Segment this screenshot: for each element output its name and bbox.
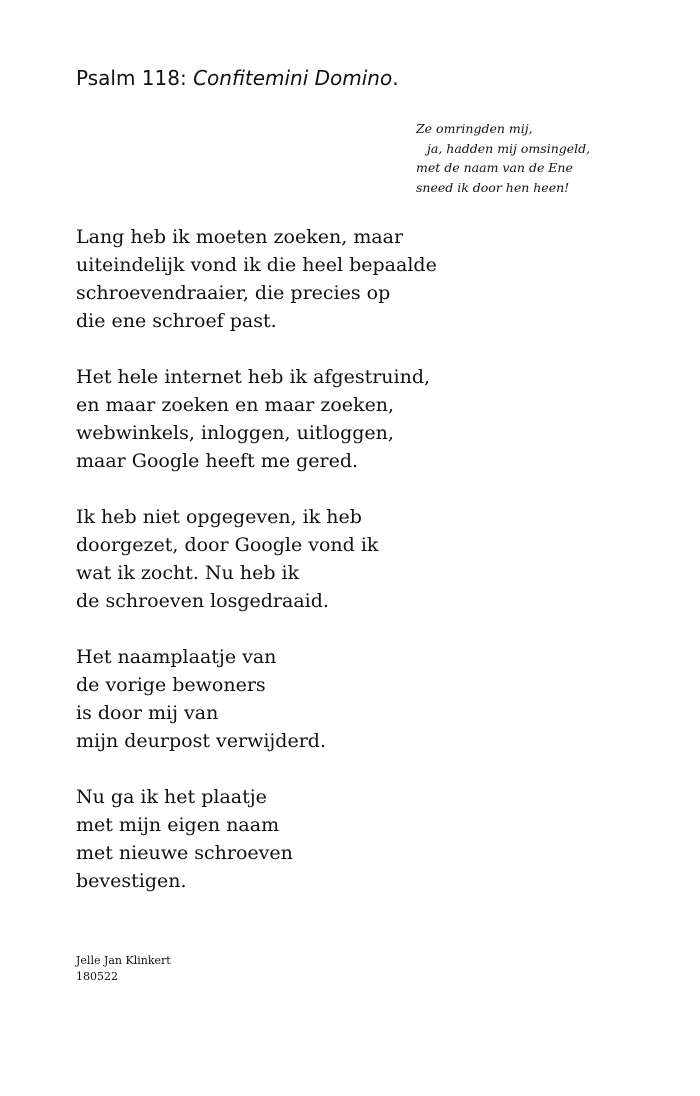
poem-line: is door mij van	[76, 702, 219, 724]
stanza	[76, 223, 437, 335]
poem-line: de vorige bewoners	[76, 674, 266, 696]
epigraph-line: Ze omringden mij,	[416, 121, 533, 136]
poem-line: die ene schroef past.	[76, 310, 277, 332]
poem-line: doorgezet, door Google vond ik	[76, 534, 379, 556]
poem-line: Ik heb niet opgegeven, ik heb	[76, 506, 362, 528]
poem-line: Het naamplaatje van	[76, 646, 277, 668]
poem-line: Het hele internet heb ik afgestruind,	[76, 366, 431, 388]
epigraph	[416, 119, 590, 197]
signature	[76, 953, 171, 985]
title-suffix: .	[392, 66, 399, 90]
poem-line: uiteindelijk vond ik die heel bepaalde	[76, 254, 437, 276]
poem-line: bevestigen.	[76, 870, 187, 892]
poem-line: met nieuwe schroeven	[76, 842, 293, 864]
poem-line: wat ik zocht. Nu heb ik	[76, 562, 300, 584]
poem-line: Nu ga ik het plaatje	[76, 786, 267, 808]
poem-line: en maar zoeken en maar zoeken,	[76, 394, 395, 416]
stanza	[76, 643, 437, 755]
poem-date: 180522	[76, 970, 118, 983]
poem-line: Lang heb ik moeten zoeken, maar	[76, 226, 404, 248]
title-italic: Confitemini Domino	[193, 66, 393, 90]
poem-line: maar Google heeft me gered.	[76, 450, 359, 472]
stanza	[76, 363, 437, 475]
poem-body	[76, 223, 437, 923]
poem-line: schroevendraaier, die precies op	[76, 282, 391, 304]
author-name: Jelle Jan Klinkert	[76, 954, 171, 967]
poem-line: mijn deurpost verwijderd.	[76, 730, 326, 752]
poem-line: met mijn eigen naam	[76, 814, 280, 836]
epigraph-line: ja, hadden mij omsingeld,	[427, 140, 591, 156]
title-prefix: Psalm 118:	[76, 66, 194, 90]
stanza	[76, 503, 437, 615]
page-title	[76, 64, 399, 92]
stanza	[76, 783, 437, 895]
epigraph-line: sneed ik door hen heen!	[416, 179, 570, 195]
epigraph-line: met de naam van de Ene	[416, 160, 573, 175]
poem-line: de schroeven losgedraaid.	[76, 590, 329, 612]
poem-line: webwinkels, inloggen, uitloggen,	[76, 422, 394, 444]
